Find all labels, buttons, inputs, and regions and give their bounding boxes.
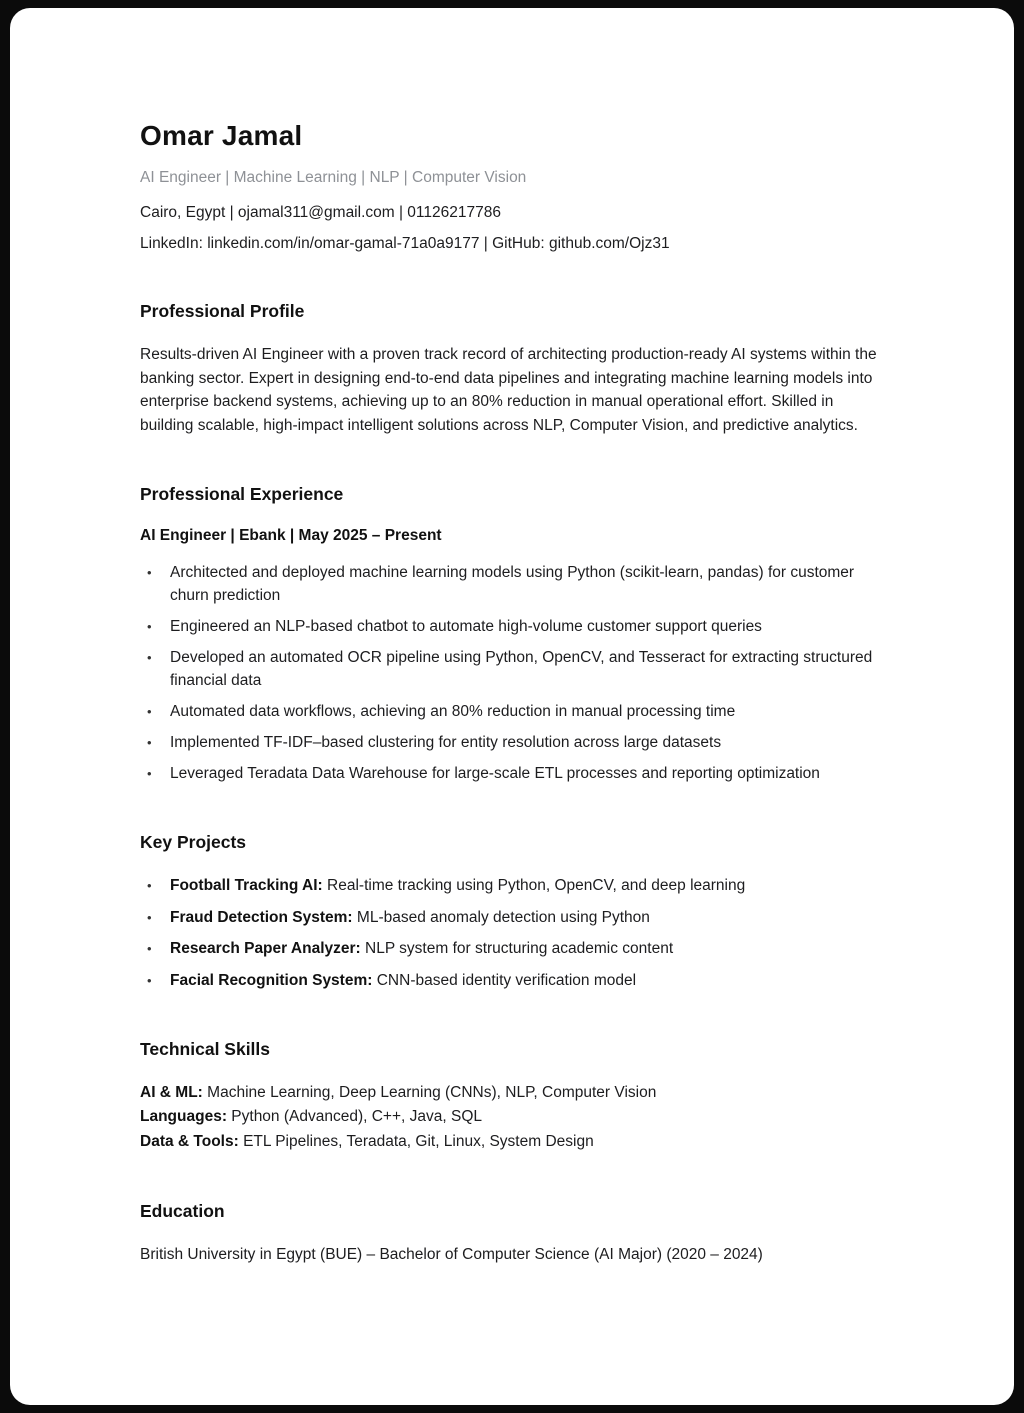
project-text [170, 969, 884, 992]
contact-info: Cairo, Egypt | ojamal311@gmail.com | 01126217786 [140, 204, 501, 221]
bullet-dot-icon: • [147, 735, 152, 750]
skill-values: Machine Learning, Deep Learning (CNNs), NLP, Computer Vision [207, 1083, 657, 1101]
experience-bullet-item [140, 762, 884, 785]
project-description: CNN-based identity verification model [376, 971, 637, 989]
experience-bullet-item [140, 700, 884, 723]
resume-content [10, 8, 1014, 1267]
bullet-dot-icon: • [147, 565, 152, 580]
experience-bullet-text: Leveraged Teradata Data Warehouse for large-scale ETL processes and reporting optimization [170, 765, 820, 782]
skill-label: Languages: [140, 1108, 227, 1125]
experience-bullet-text: Implemented TF-IDF–based clustering for entity resolution across large datasets [170, 734, 722, 751]
bullet-dot-icon: • [147, 766, 152, 781]
project-label: Facial Recognition System: [170, 971, 373, 989]
bullet-dot-icon: • [147, 941, 152, 956]
project-item [140, 969, 884, 992]
candidate-name: Omar Jamal [140, 120, 303, 151]
skill-line [140, 1105, 884, 1130]
section-heading-experience: Professional Experience [140, 484, 344, 504]
section-heading-projects: Key Projects [140, 832, 247, 852]
experience-bullet-item [140, 731, 884, 754]
skill-label: AI & ML: [140, 1083, 203, 1101]
section-heading-education: Education [140, 1201, 225, 1221]
skill-values: ETL Pipelines, Teradata, Git, Linux, System Design [243, 1132, 594, 1150]
bullet-dot-icon: • [147, 704, 152, 719]
project-text [170, 937, 884, 960]
experience-bullet-item [140, 561, 884, 607]
project-text [170, 874, 884, 897]
section-heading-profile: Professional Profile [140, 301, 305, 321]
bullet-dot-icon: • [147, 909, 152, 925]
project-item [140, 906, 884, 929]
project-label: Fraud Detection System: [170, 908, 353, 926]
experience-bullet-text: Engineered an NLP-based chatbot to automate high-volume customer support queries [170, 618, 762, 635]
project-description: NLP system for structuring academic content [365, 940, 674, 957]
experience-bullet-text: Automated data workflows, achieving an 80% reduction in manual processing time [170, 703, 736, 720]
skill-values: Python (Advanced), C++, Java, SQL [231, 1108, 483, 1125]
project-label: Research Paper Analyzer: [170, 940, 361, 957]
bullet-dot-icon: • [147, 972, 152, 988]
education-text: British University in Egypt (BUE) – Bachelor of Computer Science (AI Major) (2020 – 2024) [140, 1246, 763, 1263]
profile-links: LinkedIn: linkedin.com/in/omar-gamal-71a0a9177 | GitHub: github.com/Ojz31 [140, 235, 670, 252]
skill-line [140, 1130, 884, 1155]
experience-bullet-text: Developed an automated OCR pipeline using Python, OpenCV, and Tesseract for extracting structured financial data [170, 649, 873, 689]
projects-list [140, 874, 884, 992]
project-label: Football Tracking AI: [170, 877, 323, 894]
skills-block [140, 1081, 884, 1155]
project-item [140, 874, 884, 897]
project-description: ML-based anomaly detection using Python [356, 908, 650, 926]
section-heading-skills: Technical Skills [140, 1038, 271, 1059]
experience-bullet-item [140, 615, 884, 638]
bullet-dot-icon: • [147, 650, 152, 665]
candidate-headline: AI Engineer | Machine Learning | NLP | Computer Vision [140, 169, 527, 186]
skill-line [140, 1081, 884, 1106]
skill-label: Data & Tools: [140, 1132, 239, 1150]
bullet-dot-icon: • [147, 619, 152, 634]
project-item [140, 937, 884, 960]
profile-summary: Results-driven AI Engineer with a proven track record of architecting production-ready AI systems within the banking sector. Expert in designing end-to-end data pipelines and integrating machine learning models into enterprise backend systems, achieving up to an 80% reduction in manual operational effort. Skilled in building scalable, high-impact intelligent solutions across NLP, Computer Vision, and predictive analytics. [140, 346, 877, 434]
job-title: AI Engineer | Ebank | May 2025 – Present [140, 527, 442, 544]
resume-page [10, 8, 1014, 1405]
project-text [170, 906, 884, 929]
experience-bullet-list [140, 561, 884, 785]
experience-bullet-text: Architected and deployed machine learning models using Python (scikit-learn, pandas) for customer churn prediction [170, 564, 855, 604]
experience-bullet-item [140, 646, 884, 692]
project-description: Real-time tracking using Python, OpenCV, and deep learning [327, 877, 746, 894]
bullet-dot-icon: • [147, 878, 152, 893]
